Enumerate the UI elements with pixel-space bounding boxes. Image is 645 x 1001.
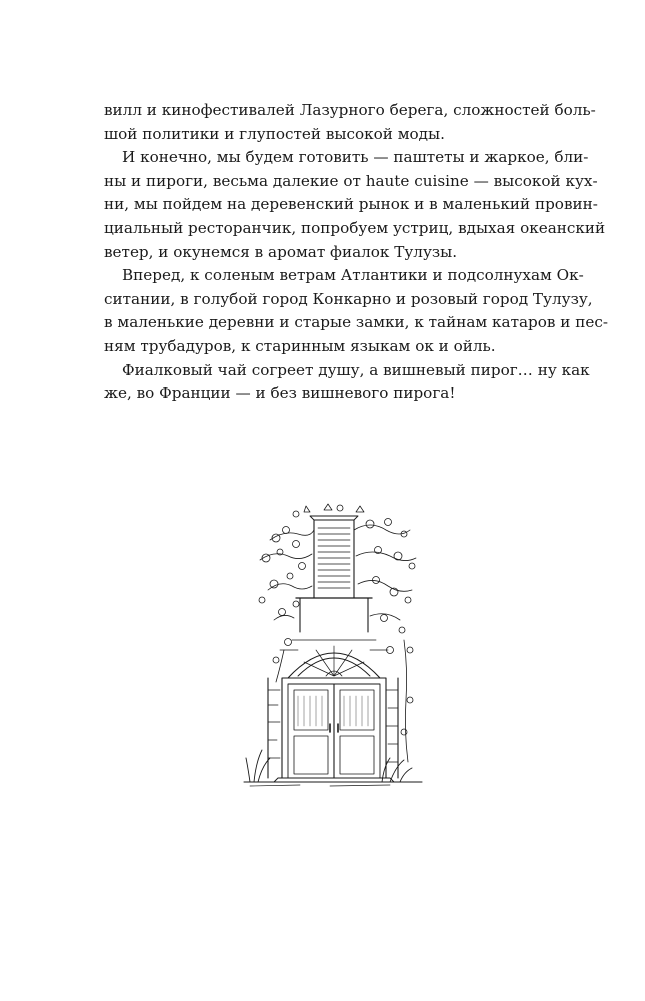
- text-line: в маленькие деревни и старые замки, к тайнам катаров и пес-: [104, 313, 608, 332]
- text-line: ням трубадуров, к старинным языкам ок и ойль.: [104, 336, 496, 355]
- body-text: [104, 99, 608, 406]
- text-line: Фиалковый чай согреет душу, а вишневый пирог… ну как: [122, 360, 590, 379]
- text-line: ны и пироги, весьма далекие от haute cuisine — высокой кух-: [104, 171, 598, 190]
- door-with-shutter-illustration: [240, 500, 426, 790]
- text-line: ветер, и окунемся в аромат фиалок Тулузы.: [104, 242, 458, 261]
- text-line: ни, мы пойдем на деревенский рынок и в маленький провин-: [104, 195, 598, 214]
- text-line: вилл и кинофестивалей Лазурного берега, сложностей боль-: [104, 101, 596, 119]
- text-line: циальный ресторанчик, попробуем устриц, вдыхая океанский: [104, 218, 606, 237]
- text-line: Вперед, к соленым ветрам Атлантики и подсолнухам Ок-: [122, 266, 584, 285]
- text-line: же, во Франции — и без вишневого пирога!: [104, 384, 456, 403]
- text-line: ситании, в голубой город Конкарно и розовый город Тулузу,: [104, 289, 593, 308]
- text-line: И конечно, мы будем готовить — паштеты и жаркое, бли-: [122, 148, 589, 167]
- text-line: шой политики и глупостей высокой моды.: [104, 124, 445, 143]
